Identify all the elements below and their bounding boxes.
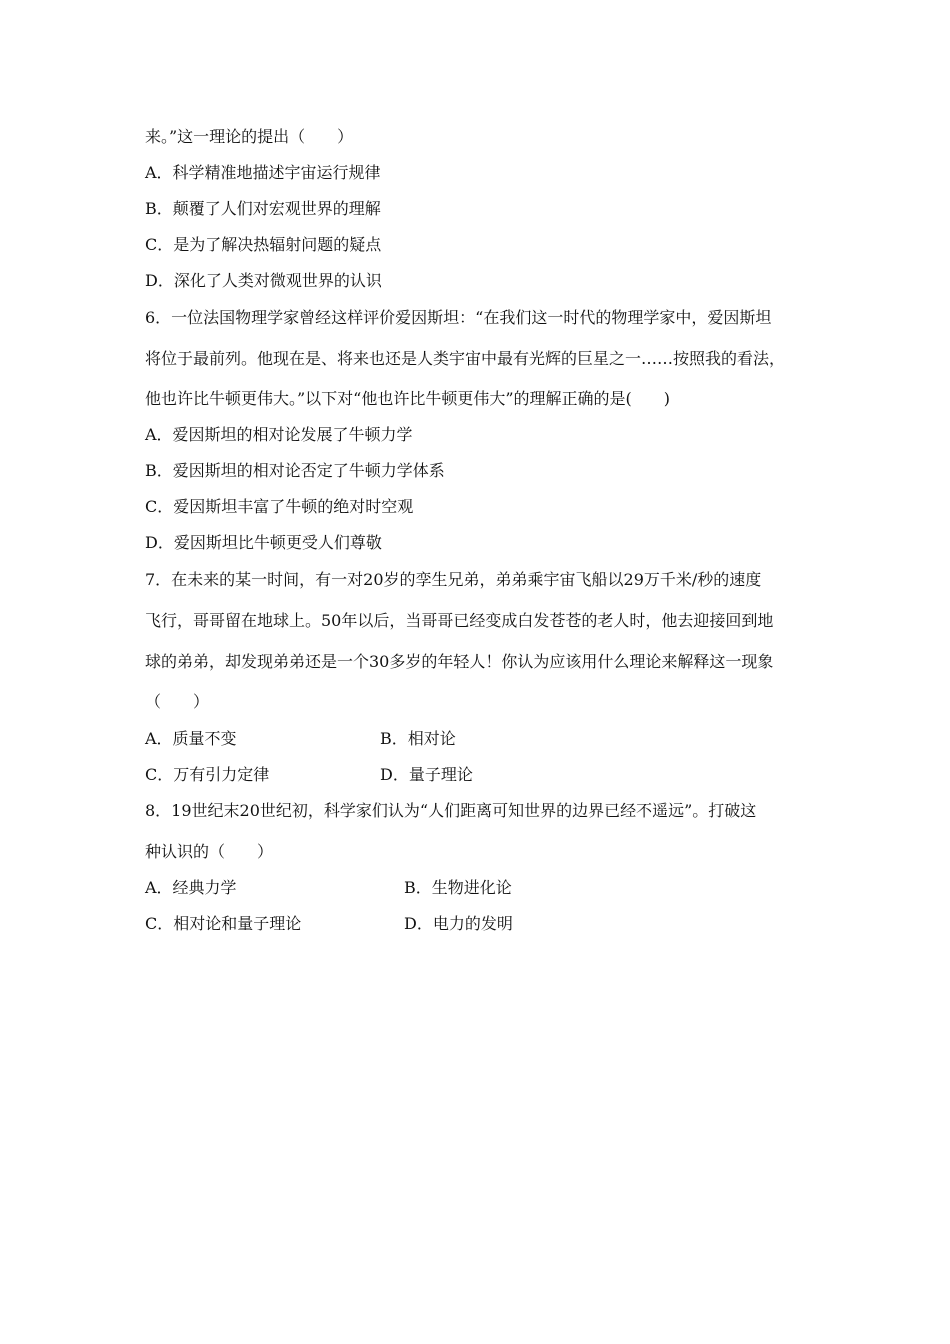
- q8-stem-line-1: 8．19世纪末20世纪初，科学家们认为“人们距离可知世界的边界已经不遥远”。打破这: [145, 801, 757, 820]
- q7-stem-line-4: （ ）: [145, 692, 210, 711]
- q6-stem-line-3: 他也许比牛顿更伟大。”以下对“他也许比牛顿更伟大”的理解正确的是( ): [145, 389, 671, 408]
- q7-option-d: D．量子理论: [380, 765, 473, 784]
- q8-option-b: B．生物进化论: [404, 878, 512, 897]
- q8-option-c: C．相对论和量子理论: [145, 914, 302, 933]
- q6-option-c: C．爱因斯坦丰富了牛顿的绝对时空观: [145, 497, 414, 516]
- q5-option-a: A．科学精准地描述宇宙运行规律: [145, 163, 381, 182]
- q6-option-d: D．爱因斯坦比牛顿更受人们尊敬: [145, 533, 382, 552]
- q7-stem-line-3: 球的弟弟，却发现弟弟还是一个30多岁的年轻人！你认为应该用什么理论来解释这一现象: [145, 652, 774, 671]
- q5-stem-end: 来。”这一理论的提出（ ）: [145, 127, 354, 146]
- q6-option-a: A．爱因斯坦的相对论发展了牛顿力学: [145, 425, 413, 444]
- q8-stem-line-2: 种认识的（ ）: [145, 842, 274, 861]
- q8-option-a: A．经典力学: [145, 878, 237, 897]
- q5-option-b: B．颠覆了人们对宏观世界的理解: [145, 199, 381, 218]
- q8-option-d: D．电力的发明: [404, 914, 513, 933]
- q7-stem-line-1: 7．在未来的某一时间，有一对20岁的孪生兄弟，弟弟乘宇宙飞船以29万千米/秒的速度: [145, 570, 762, 589]
- q5-option-c: C．是为了解决热辐射问题的疑点: [145, 235, 382, 254]
- q7-option-b: B．相对论: [380, 729, 456, 748]
- q7-stem-line-2: 飞行，哥哥留在地球上。50年以后，当哥哥已经变成白发苍苍的老人时，他去迎接回到地: [145, 611, 774, 630]
- q6-stem-line-2: 将位于最前列。他现在是、将来也还是人类宇宙中最有光辉的巨星之一……按照我的看法，: [145, 349, 786, 368]
- q7-option-a: A．质量不变: [145, 729, 237, 748]
- q6-option-b: B．爱因斯坦的相对论否定了牛顿力学体系: [145, 461, 445, 480]
- q5-option-d: D．深化了人类对微观世界的认识: [145, 271, 382, 290]
- q7-option-c: C．万有引力定律: [145, 765, 270, 784]
- q6-stem-line-1: 6．一位法国物理学家曾经这样评价爱因斯坦：“在我们这一时代的物理学家中，爱因斯坦: [145, 308, 772, 327]
